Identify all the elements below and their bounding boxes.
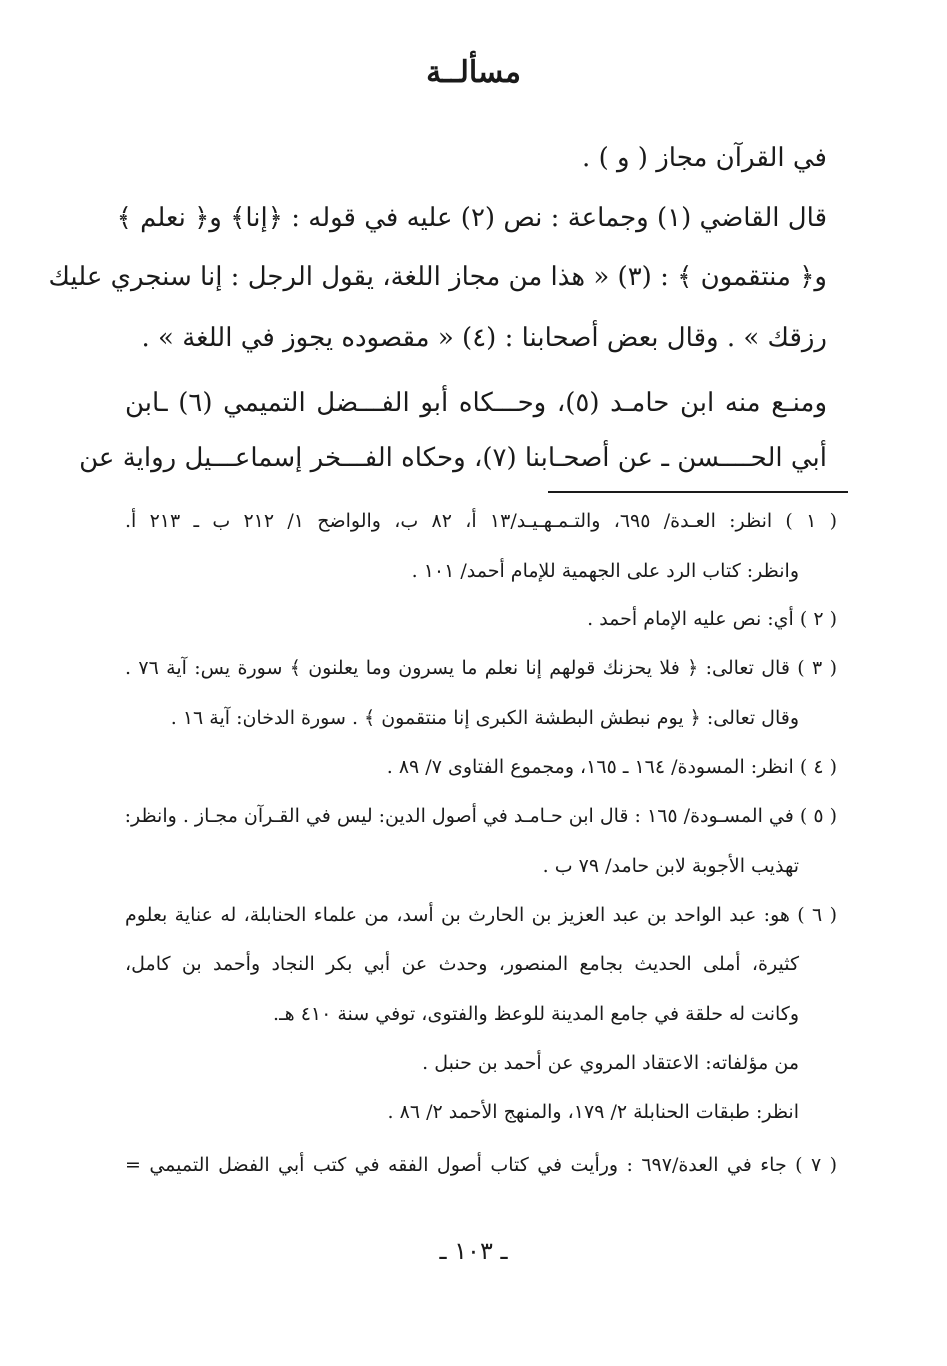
page-number: ـ ١٠٣ ـ xyxy=(439,1237,508,1265)
footnote-line: ( ٥ ) في المسـودة/ ١٦٥ : قال ابن حـامـد في أصول الدين: ليس في القـرآن مجـاز . وانظر: xyxy=(124,805,837,827)
footnote-line: من مؤلفاته: الاعتقاد المروي عن أحمد بن حنبل . xyxy=(422,1052,799,1074)
footnote-line: وقال تعالى: ﴿ يوم نبطش البطشة الكبرى إنا منتقمون ﴾ . سورة الدخان: آية ١٦ . xyxy=(170,707,799,729)
body-line: قال القاضي (١) وجماعة : نص (٢) عليه في قوله : ﴿إنا﴾ و﴿ نعلم ﴾ xyxy=(116,203,827,233)
body-line: ومنـع منه ابن حامـد (٥)، وحـــكاه أبو الفـــضل التميمي (٦) ـابن xyxy=(125,388,828,418)
footnote-line: ( ١ ) انظر: العـدة/ ٦٩٥، والتـمـهـيـد/١٣ أ، ٨٢ ب، والواضح ١/ ٢١٢ ب ـ ٢١٣ أ. xyxy=(125,510,838,532)
body-line: رزقك » . وقال بعض أصحابنا : (٤) « مقصوده يجوز في اللغة » . xyxy=(141,323,827,353)
footnote-divider xyxy=(548,491,848,493)
body-line: و﴿ منتقمون ﴾ : (٣) « هذا من مجاز اللغة، يقول الرجل : إنا سنجري عليك xyxy=(48,262,827,292)
footnote-line: انظر: طبقات الحنابلة ٢/ ١٧٩، والمنهج الأحمد ٢/ ٨٦ . xyxy=(387,1101,799,1123)
footnote-line: تهذيب الأجوبة لابن حامد/ ٧٩ ب . xyxy=(542,855,799,877)
body-line: أبي الحــــسن ـ عن أصحـابنا (٧)، وحكاه الفـــخر إسماعـــيل رواية عن xyxy=(79,443,827,473)
footnote-line: ( ٤ ) انظر: المسودة/ ١٦٤ ـ ١٦٥، ومجموع الفتاوى ٧/ ٨٩ . xyxy=(386,756,837,778)
footnote-line: ( ٢ ) أي: نص عليه الإمام أحمد . xyxy=(587,608,837,630)
footnote-line: ( ٣ ) قال تعالى: ﴿ فلا يحزنك قولهم إنا نعلم ما يسرون وما يعلنون ﴾ سورة يس: آية ٧٦ . xyxy=(125,657,837,679)
footnote-line: ( ٦ ) هو: عبد الواحد بن عبد العزيز بن الحارث بن أسد، من علماء الحنابلة، له عناية بعلوم xyxy=(125,904,837,926)
footnote-line: وانظر: كتاب الرد على الجهمية للإمام أحمد/ ١٠١ . xyxy=(411,560,799,582)
footnote-line: وكانت له حلقة في جامع المدينة للوعظ والفتوى، توفي سنة ٤١٠ هـ. xyxy=(273,1003,799,1025)
footnote-line: ( ٧ ) جاء في العدة/٦٩٧ : ورأيت في كتاب أصول الفقه في كتب أبي الفضل التميمي = xyxy=(125,1154,837,1176)
footnote-line: كثيرة، أملى الحديث بجامع المنصور، وحدث عن أبي بكر النجاد وأحمد بن كامل، xyxy=(125,953,799,975)
page-title: مسألــة xyxy=(426,55,521,90)
body-line: في القرآن مجاز ( و ) . xyxy=(582,143,827,173)
